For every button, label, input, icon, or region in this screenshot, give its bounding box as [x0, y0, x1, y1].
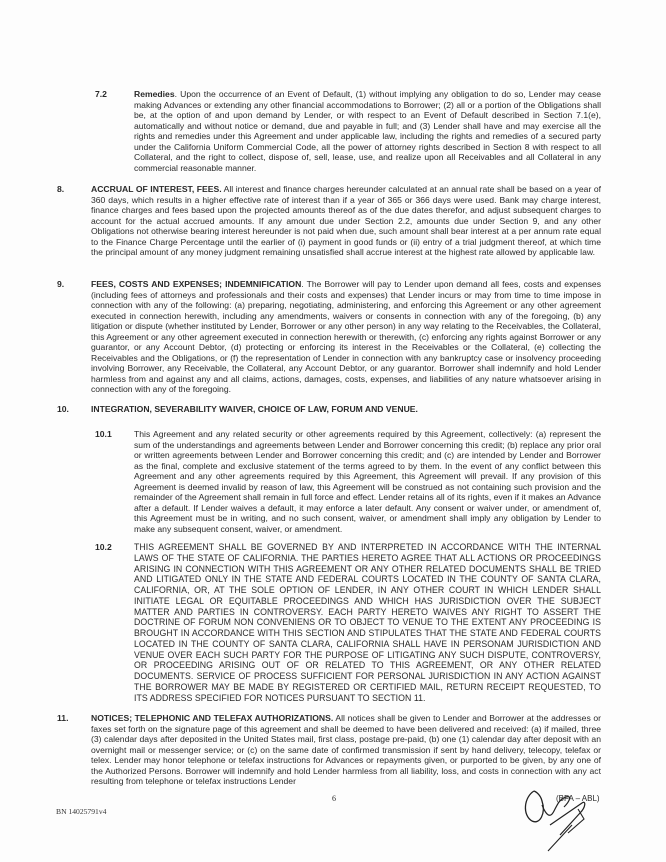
section-10-heading: INTEGRATION, SEVERABILITY WAIVER, CHOICE OF LAW, FORUM AND VENUE.	[91, 404, 418, 414]
section-7-2-remedies	[134, 89, 601, 173]
section-8-accrual-of-interest	[91, 184, 601, 258]
document-tag: (BFA – ABL)	[556, 794, 600, 803]
section-body: All interest and finance charges hereunder calculated at an annual rate shall be based on a year of 360 days, which results in a higher effective rate of interest than if a year of 365 or 366 days were used. Bank may charge interest, finance charges and fees based upon the projected amounts thereof as of the due dates therefor, and adjust subsequent charges to account for the actual accrued amounts. If any amount due under Section 2.2, amounts due under Section 9, and any other Obligations not otherwise bearing interest hereunder is not paid when due, such amount shall bear interest at a per annum rate equal to the Finance Charge Percentage until the earlier of (i) payment in good funds or (ii) entry of a trial judgment thereof, at which time the principal amount of any money judgment remaining unsatisfied shall accrue interest at the highest rate allowed by applicable law.	[91, 184, 601, 258]
section-number: 11.	[57, 713, 69, 723]
section-heading: Remedies	[134, 89, 175, 99]
section-number: 10.1	[95, 429, 112, 439]
document-id: BN 14025791v4	[56, 807, 107, 816]
section-number: 7.2	[95, 89, 107, 99]
section-11-notices	[91, 713, 601, 787]
section-number: 10.	[57, 404, 69, 414]
signature-initials-icon	[520, 785, 600, 860]
page-number: 6	[332, 794, 336, 803]
section-number: 9.	[57, 279, 65, 289]
section-body: . The Borrower will pay to Lender upon demand all fees, costs and expenses (including fees of attorneys and professionals and their costs and expenses) that Lender incurs or may from time to time impose in connection with any of the following: (a) preparing, negotiating, administering, and enforcing this Agreement or any other agreement executed in connection herewith, including any amendments, waivers or consents in connection with any of the foregoing, (b) any litigation or dispute (whether instituted by Lender, Borrower or any other person) in any way relating to the Receivables, the Collateral, this Agreement or any other agreement executed in connection herewith or therewith, (c) enforcing any rights against Borrower or any guarantor, or any Account Debtor, (d) protecting or enforcing its interest in the Receivables or the Collateral, (e) collecting the Receivables and the Obligations, or (f) the representation of Lender in connection with any bankruptcy case or insolvency proceeding involving Borrower, any Receivable, the Collateral, any Account Debtor, or any guarantor. Borrower shall indemnify and hold Lender harmless from and against any and all claims, actions, damages, costs, expenses, and liabilities of any nature whatsoever arising in connection with any of the foregoing.	[91, 279, 602, 395]
section-body: All notices shall be given to Lender and Borrower at the addresses or faxes set forth on the signature page of this agreement and shall be deemed to have been delivered and received: (a) if mailed, three (3) calendar days after deposited in the United States mail, first class, postage pre-paid, (b) one (1) calendar day after deposit with an overnight mail or messenger service; or (c) on the same date of confirmed transmission if sent by hand delivery, telecopy, telefax or telex. Lender may honor telephone or telefax instructions for Advances or repayments given, or purported to be given, by any one of the Authorized Persons. Borrower will indemnify and hold Lender harmless from all liability, loss, and costs in connection with any act resulting from telephone or telefax instructions Lender	[91, 713, 602, 787]
section-number: 10.2	[95, 542, 112, 552]
section-body: . Upon the occurrence of an Event of Default, (1) without implying any obligation to do so, Lender may cease making Advances or extending any other financial accommodations to Borrower; (2) all or a portion of the Obligations shall be, at the option of and upon demand by Lender, or with respect to an Event of Default described in Section 7.1(e), automatically and without notice or demand, due and payable in full; and (3) Lender shall have and may exercise all the rights and remedies under this Agreement and under applicable law, including the rights and remedies of a secured party under the California Uniform Commercial Code, all the power of attorney rights described in Section 8 with respect to all Collateral, and the right to collect, dispose of, sell, lease, use, and realize upon all Receivables and all Collateral in any commercial reasonable manner.	[134, 89, 601, 173]
section-10-2-governing-law: THIS AGREEMENT SHALL BE GOVERNED BY AND INTERPRETED IN ACCORDANCE WITH THE INTERNAL LAWS OF THE STATE OF CALIFORNIA. THE PARTIES HERETO AGREE THAT ALL ACTIONS OR PROCEEDINGS ARISING IN CONNECTION WITH THIS AGREEMENT OR ANY OTHER RELATED DOCUMENTS SHALL BE TRIED AND LITIGATED ONLY IN THE STATE AND FEDERAL COURTS LOCATED IN THE COUNTY OF SANTA CLARA, CALIFORNIA, OR, AT THE SOLE OPTION OF LENDER, IN ANY OTHER COURT IN WHICH LENDER SHALL INITIATE LEGAL OR EQUITABLE PROCEEDINGS AND WHICH HAS JURISDICTION OVER THE SUBJECT MATTER AND PARTIES IN CONTROVERSY. EACH PARTY HERETO WAIVES ANY RIGHT TO ASSERT THE DOCTRINE OF FORUM NON CONVENIENS OR TO OBJECT TO VENUE TO THE EXTENT ANY PROCEEDING IS BROUGHT IN ACCORDANCE WITH THIS SECTION AND STIPULATES THAT THE STATE AND FEDERAL COURTS LOCATED IN THE COUNTY OF SANTA CLARA, CALIFORNIA SHALL HAVE IN PERSONAM JURISDICTION AND VENUE OVER EACH SUCH PARTY FOR THE PURPOSE OF LITIGATING ANY SUCH DISPUTE, CONTROVERSY, OR PROCEEDING ARISING OUT OF OR RELATED TO THIS AGREEMENT, OR ANY OTHER RELATED DOCUMENTS. SERVICE OF PROCESS SUFFICIENT FOR PERSONAL JURISDICTION IN ANY ACTION AGAINST THE BORROWER MAY BE MADE BY REGISTERED OR CERTIFIED MAIL, RETURN RECEIPT REQUESTED, TO ITS ADDRESS SPECIFIED FOR NOTICES PURSUANT TO SECTION 11.	[134, 542, 601, 703]
section-heading: ACCRUAL OF INTEREST, FEES.	[91, 184, 222, 194]
section-heading: FEES, COSTS AND EXPENSES; INDEMNIFICATION	[91, 279, 302, 289]
section-heading: NOTICES; TELEPHONIC AND TELEFAX AUTHORIZATIONS.	[91, 713, 334, 723]
section-9-fees-costs-expenses	[91, 279, 601, 395]
section-10-1-integration: This Agreement and any related security or other agreements required by this Agreement, collectively: (a) represent the sum of the understandings and agreements between Lender and Borrower concerning this credit; (b) replace any prior oral or written agreements between Lender and Borrower concerning this credit; and (c) are intended by Lender and Borrower as the final, complete and exclusive statement of the terms agreed to by them. In the event of any conflict between this Agreement and any other agreements required by this Agreement, this Agreement will prevail. If any provision of this Agreement is deemed invalid by reason of law, this Agreement will be construed as not containing such provision and the remainder of the Agreement shall remain in full force and effect. Lender retains all of its rights, even if it makes an Advance after a default. If Lender waives a default, it may enforce a later default. Any consent or waiver under, or amendment of, this Agreement must be in writing, and no such consent, waiver, or amendment shall imply any obligation by Lender to make any subsequent consent, waiver, or amendment.	[134, 429, 601, 534]
section-number: 8.	[57, 184, 65, 194]
